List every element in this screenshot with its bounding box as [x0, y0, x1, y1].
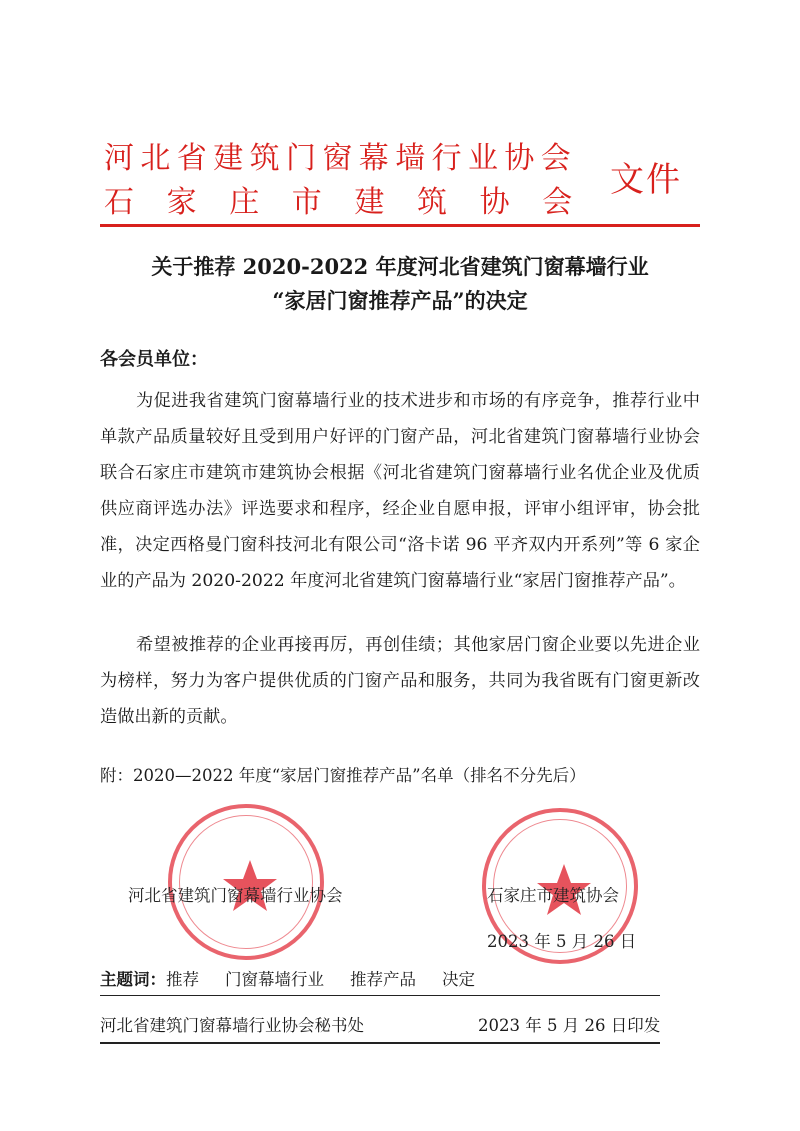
document-title-line-1: 关于推荐 2020-2022 年度河北省建筑门窗幕墙行业	[151, 254, 649, 279]
signing-date: 2023 年 5 月 26 日	[487, 932, 637, 951]
footer-divider	[100, 1042, 660, 1044]
signer-1: 河北省建筑门窗幕墙行业协会	[128, 886, 343, 905]
keyword-item: 推荐产品	[350, 970, 416, 989]
salutation: 各会员单位：	[100, 349, 208, 370]
red-header-divider	[100, 224, 700, 227]
footer-issuer: 河北省建筑门窗幕墙行业协会秘书处	[100, 1016, 364, 1035]
keyword-item: 决定	[442, 970, 475, 989]
keywords-label: 主题词：	[100, 970, 166, 989]
keyword-item: 推荐	[166, 970, 199, 989]
body-paragraph-2: 希望被推荐的企业再接再厉，再创佳绩；其他家居门窗企业要以先进企业为榜样，努力为客户提供优质的门窗产品和服务，共同为我省既有门窗更新改造做出新的贡献。	[100, 635, 700, 727]
footer-issue-date: 2023 年 5 月 26 日印发	[478, 1016, 661, 1035]
attachment-note: 附：2020—2022 年度“家居门窗推荐产品”名单（排名不分先后）	[100, 766, 586, 785]
document-label: 文件	[610, 160, 682, 200]
official-seal-left	[168, 804, 324, 960]
body-paragraph-1: 为促进我省建筑门窗幕墙行业的技术进步和市场的有序竞争，推荐行业中单款产品质量较好且受到用户好评的门窗产品，河北省建筑门窗幕墙行业协会联合石家庄市建筑市建筑协会根据《河北省建筑门窗幕墙行业名优企业及优质供应商评选办法》评选要求和程序，经企业自愿申报，评审小组评审，协会批准，决定西格曼门窗科技河北有限公司“洛卡诺 96 平齐双内开系列”等 6 家企业的产品为 2020-2022 年度河北省建筑门窗幕墙行业“家居门窗推荐产品”。	[100, 391, 700, 591]
document-title-line-2: “家居门窗推荐产品”的决定	[272, 288, 528, 313]
subject-keywords	[100, 966, 660, 996]
issuing-org-line-2: 石家庄市建筑协会	[104, 185, 605, 220]
keyword-item: 门窗幕墙行业	[225, 970, 324, 989]
signer-2: 石家庄市建筑协会	[487, 886, 619, 905]
issuing-org-line-1: 河北省建筑门窗幕墙行业协会	[104, 141, 578, 176]
